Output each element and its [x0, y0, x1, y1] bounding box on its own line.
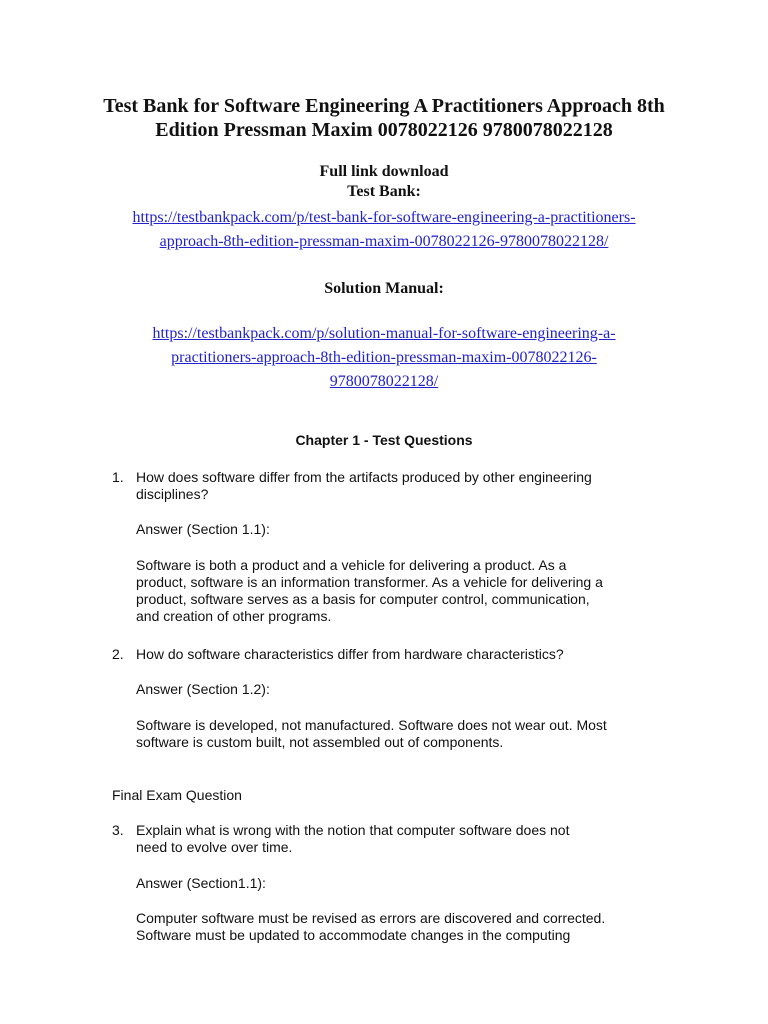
question-1-number: 1.: [112, 469, 124, 485]
question-2-text: How do software characteristics differ from hardware characteristics?: [136, 646, 564, 662]
test-bank-link-line-2[interactable]: approach-8th-edition-pressman-maxim-0078022126-9780078022128/: [159, 233, 609, 250]
question-3-text-line-2: need to evolve over time.: [136, 839, 293, 855]
solution-link-line-3[interactable]: 9780078022128/: [329, 373, 439, 390]
download-section-header: [40, 162, 728, 202]
question-3-answer-line-1: Computer software must be revised as errors are discovered and corrected.: [136, 910, 606, 926]
chapter-heading: Chapter 1 - Test Questions: [295, 432, 473, 448]
document-title: [40, 94, 728, 142]
solution-link-line-1[interactable]: https://testbankpack.com/p/solution-manual-for-software-engineering-a-: [152, 325, 616, 342]
document-title-line-2: Edition Pressman Maxim 0078022126 9780078022128: [155, 119, 613, 141]
question-1-text: [136, 469, 656, 503]
question-2-answer-line-1: Software is developed, not manufactured. Software does not wear out. Most: [136, 717, 607, 733]
solution-manual-label: Solution Manual:: [324, 280, 444, 297]
full-link-label: Full link download: [319, 163, 449, 180]
question-3-answer-line-2: Software must be updated to accommodate changes in the computing: [136, 927, 571, 943]
solution-link-line-2[interactable]: practitioners-approach-8th-edition-pressman-maxim-0078022126-: [171, 349, 597, 366]
test-bank-label: Test Bank:: [347, 183, 421, 200]
question-2-answer-line-2: software is custom built, not assembled out of components.: [136, 734, 504, 750]
document-title-line-1: Test Bank for Software Engineering A Practitioners Approach 8th: [103, 95, 665, 117]
question-1-text-line-2: disciplines?: [136, 486, 209, 502]
test-bank-link-line-1[interactable]: https://testbankpack.com/p/test-bank-for-software-engineering-a-practitioners-: [132, 209, 636, 226]
question-3-answer-label: Answer (Section1.1):: [136, 875, 266, 891]
question-1-text-line-1: How does software differ from the artifacts produced by other engineering: [136, 469, 592, 485]
question-3-text: [136, 822, 656, 856]
question-1-answer-line-2: product, software is an information transformer. As a vehicle for delivering a: [136, 574, 603, 590]
question-1-answer-line-3: product, software serves as a basis for computer control, communication,: [136, 591, 590, 607]
question-3-number: 3.: [112, 822, 124, 838]
question-1-answer-line-1: Software is both a product and a vehicle for delivering a product. As a: [136, 557, 567, 573]
question-2-number: 2.: [112, 646, 124, 662]
question-1-answer: [136, 557, 656, 625]
solution-manual-link[interactable]: [40, 322, 728, 394]
question-2-answer: [136, 717, 656, 751]
question-3-text-line-1: Explain what is wrong with the notion that computer software does not: [136, 822, 570, 838]
final-exam-label: Final Exam Question: [112, 787, 242, 803]
question-1-answer-label: Answer (Section 1.1):: [136, 521, 270, 537]
test-bank-link[interactable]: [40, 206, 728, 254]
question-1-answer-line-4: and creation of other programs.: [136, 608, 332, 624]
question-2-answer-label: Answer (Section 1.2):: [136, 681, 270, 697]
question-3-answer: [136, 910, 656, 944]
